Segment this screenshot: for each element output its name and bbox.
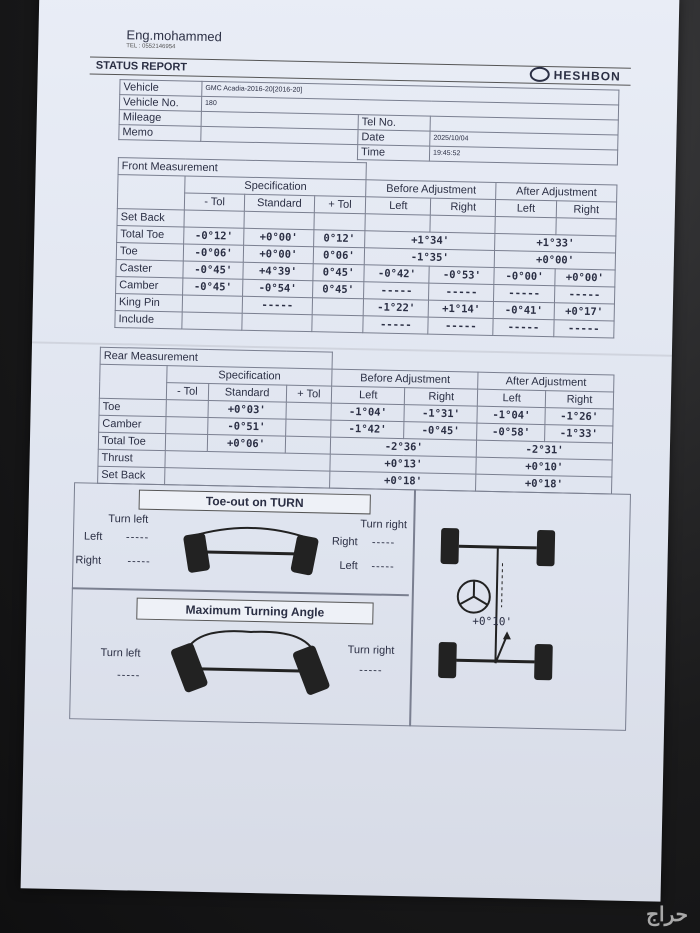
- front-before-right: -----: [429, 283, 494, 301]
- rear-standard: +0°03': [208, 401, 286, 420]
- front-measurement-table: [114, 157, 617, 338]
- time-label: Time: [357, 145, 429, 162]
- memo-label: Memo: [119, 125, 201, 142]
- front-after-right: [556, 218, 617, 236]
- front-before-left: -----: [364, 282, 429, 300]
- max-turn-left-label: Turn left: [100, 646, 141, 660]
- front-before-left: [365, 214, 430, 232]
- front-row-name: Set Back: [117, 209, 184, 227]
- front-minus-tol: [182, 312, 243, 330]
- rear-standard: +0°06': [207, 435, 285, 454]
- thrust-diagram-value: +0°10': [472, 614, 513, 629]
- front-standard-header: Standard: [245, 194, 315, 212]
- rear-before-left: -1°42': [331, 420, 404, 439]
- rear-plus-tol-header: + Tol: [286, 385, 332, 403]
- rear-rows: [98, 398, 614, 494]
- max-turn-right-label: Turn right: [347, 643, 395, 657]
- front-rows: [115, 209, 616, 338]
- front-before-right: +1°14': [429, 300, 494, 318]
- front-after-right: +0°00': [554, 269, 615, 287]
- front-row-name: Camber: [116, 277, 183, 295]
- rear-minus-tol-header: - Tol: [166, 383, 208, 401]
- rear-row-name: Thrust: [98, 449, 165, 467]
- front-after-left: -0°00': [494, 267, 555, 285]
- front-plus-tol: [311, 315, 363, 333]
- front-after-header: After Adjustment: [496, 183, 617, 203]
- engineer-phone: TEL : 0552146954: [126, 43, 176, 51]
- rear-before-value: +0°13': [330, 454, 476, 474]
- rear-before-header: Before Adjustment: [332, 369, 478, 389]
- front-after-left-header: Left: [496, 200, 557, 218]
- rear-measurement-table: [97, 347, 615, 495]
- rear-row-name: Set Back: [98, 466, 165, 484]
- front-before-left-header: Left: [366, 197, 431, 215]
- rear-after-right-header: Right: [545, 391, 613, 409]
- tel-label: Tel No.: [358, 115, 430, 132]
- front-minus-tol: [182, 295, 243, 313]
- front-minus-tol: -0°45': [183, 278, 244, 296]
- vehicle-no-value: 180: [201, 96, 618, 120]
- front-after-right: -----: [553, 320, 614, 338]
- front-after-left: [495, 217, 556, 235]
- toe-out-right-label-1: Right: [75, 554, 102, 567]
- vehicle-value: GMC Acadia-2016-20[2016-20]: [202, 81, 619, 105]
- front-plus-tol: 0°06': [313, 247, 365, 265]
- rear-spec-header: Specification: [167, 366, 333, 386]
- front-before-left: -1°22': [364, 299, 429, 317]
- front-plus-tol: [314, 213, 366, 231]
- rear-after-left: -1°04': [477, 406, 545, 424]
- rear-row-name: Camber: [99, 415, 166, 433]
- front-after-left: -----: [493, 318, 554, 336]
- rear-after-value: +0°18': [476, 474, 612, 494]
- front-plus-tol: 0°45': [312, 264, 364, 282]
- front-minus-tol-header: - Tol: [184, 193, 245, 211]
- rear-before-value: +0°18': [330, 471, 476, 491]
- front-corner-cell: [117, 175, 185, 210]
- front-before-right-header: Right: [431, 198, 496, 216]
- max-turn-title: Maximum Turning Angle: [136, 598, 373, 625]
- rear-row-name: Toe: [99, 398, 166, 416]
- front-after-value: +1°33': [495, 233, 616, 253]
- front-after-right-header: Right: [556, 201, 617, 219]
- front-title: Front Measurement: [118, 158, 367, 180]
- front-row-name: Toe: [116, 243, 183, 261]
- front-row-name: Include: [115, 311, 182, 329]
- rear-before-value: -2°36': [331, 437, 477, 457]
- front-minus-tol: -0°06': [183, 244, 244, 262]
- rear-after-right: -1°33': [545, 425, 613, 443]
- rear-standard: -0°51': [207, 418, 285, 437]
- thrust-angle-diagram: [430, 522, 563, 690]
- toe-out-right-label-2: Right: [331, 535, 358, 549]
- front-after-left: -----: [494, 284, 555, 302]
- front-minus-tol: [184, 210, 245, 228]
- brand: [530, 67, 621, 85]
- front-before-value: +1°34': [365, 231, 495, 251]
- toe-out-axle-icon: [175, 521, 326, 584]
- rear-plus-tol: [285, 436, 331, 454]
- rear-plus-tol: [285, 419, 331, 437]
- brand-name: HESHBON: [553, 68, 621, 84]
- front-after-left: -0°41': [493, 301, 554, 319]
- front-minus-tol: -0°12': [184, 227, 245, 245]
- front-before-right: [430, 215, 495, 233]
- front-standard: [242, 313, 312, 331]
- front-before-header: Before Adjustment: [366, 180, 496, 200]
- front-before-value: -1°35': [365, 248, 495, 268]
- front-after-right: +0°17': [554, 303, 615, 321]
- rear-after-left: -0°58': [477, 423, 545, 441]
- haraj-watermark: حراج: [646, 904, 688, 926]
- rear-after-right: -1°26': [545, 408, 613, 426]
- toe-out-turn-right: Turn right: [360, 518, 408, 532]
- vehicle-label: Vehicle: [120, 80, 202, 97]
- front-standard: -0°54': [243, 279, 313, 297]
- rear-before-left: -1°04': [331, 403, 404, 422]
- rear-after-left-header: Left: [478, 389, 546, 407]
- rear-title: Rear Measurement: [100, 347, 333, 369]
- toe-out-right-dash-2: -----: [371, 536, 396, 549]
- rear-row-name: Total Toe: [98, 432, 165, 450]
- front-after-right: -----: [554, 286, 615, 304]
- rear-after-header: After Adjustment: [478, 372, 614, 392]
- front-standard: +0°00': [244, 245, 314, 263]
- rear-standard-header: Standard: [208, 384, 286, 403]
- engineer-name: Eng.mohammed: [126, 27, 223, 45]
- max-turn-right-dash: -----: [359, 664, 383, 677]
- rear-corner-cell: [99, 364, 167, 399]
- heshbon-logo-icon: [530, 67, 550, 82]
- rear-before-left-header: Left: [332, 386, 405, 405]
- front-row-name: King Pin: [115, 294, 182, 312]
- front-standard: +4°39': [243, 262, 313, 280]
- toe-out-left-dash-1: -----: [125, 531, 150, 544]
- date-label: Date: [358, 130, 430, 147]
- time-value: 19:45:52: [429, 146, 617, 165]
- rear-after-value: +0°10': [476, 457, 612, 477]
- front-plus-tol: 0°45': [312, 281, 364, 299]
- toe-out-turn-left: Turn left: [108, 512, 149, 526]
- vehicle-info-table: [118, 79, 619, 165]
- toe-out-title: Toe-out on TURN: [139, 490, 371, 515]
- toe-out-left-dash-2: -----: [371, 560, 395, 573]
- front-standard: -----: [242, 296, 312, 314]
- toe-out-left-label-2: Left: [339, 559, 358, 573]
- front-row-name: Total Toe: [117, 226, 184, 244]
- rear-minus-tol: [166, 400, 208, 418]
- front-spec-header: Specification: [185, 176, 367, 197]
- mileage-label: Mileage: [119, 110, 201, 127]
- front-plus-tol-header: + Tol: [314, 196, 366, 214]
- front-before-right: -----: [428, 317, 493, 335]
- front-standard: +0°00': [244, 228, 314, 246]
- rear-before-right: -0°45': [404, 422, 477, 441]
- rear-minus-tol: [165, 434, 207, 452]
- front-before-right: -0°53': [429, 266, 494, 284]
- alignment-report-paper: [21, 0, 680, 902]
- rear-after-value: -2°31': [477, 440, 613, 460]
- toe-out-right-dash-1: -----: [127, 555, 151, 568]
- date-value: 2025/10/04: [430, 131, 618, 150]
- front-minus-tol: -0°45': [183, 261, 244, 279]
- max-turn-left-dash: -----: [116, 669, 141, 682]
- front-plus-tol: 0°12': [313, 230, 365, 248]
- vehicle-no-label: Vehicle No.: [119, 95, 201, 112]
- front-before-left: -0°42': [364, 265, 429, 283]
- max-turn-axle-icon: [165, 626, 337, 705]
- front-row-name: Caster: [116, 260, 183, 278]
- front-before-left: -----: [363, 316, 428, 334]
- front-after-value: +0°00': [495, 250, 616, 270]
- rear-before-right: -1°31': [404, 405, 477, 424]
- rear-before-right-header: Right: [405, 388, 478, 407]
- front-plus-tol: [312, 298, 364, 316]
- rear-plus-tol: [285, 402, 331, 420]
- rear-minus-tol: [166, 417, 208, 435]
- toe-out-left-label-1: Left: [83, 530, 103, 543]
- report-title: STATUS REPORT: [95, 59, 188, 74]
- front-standard: [244, 211, 314, 229]
